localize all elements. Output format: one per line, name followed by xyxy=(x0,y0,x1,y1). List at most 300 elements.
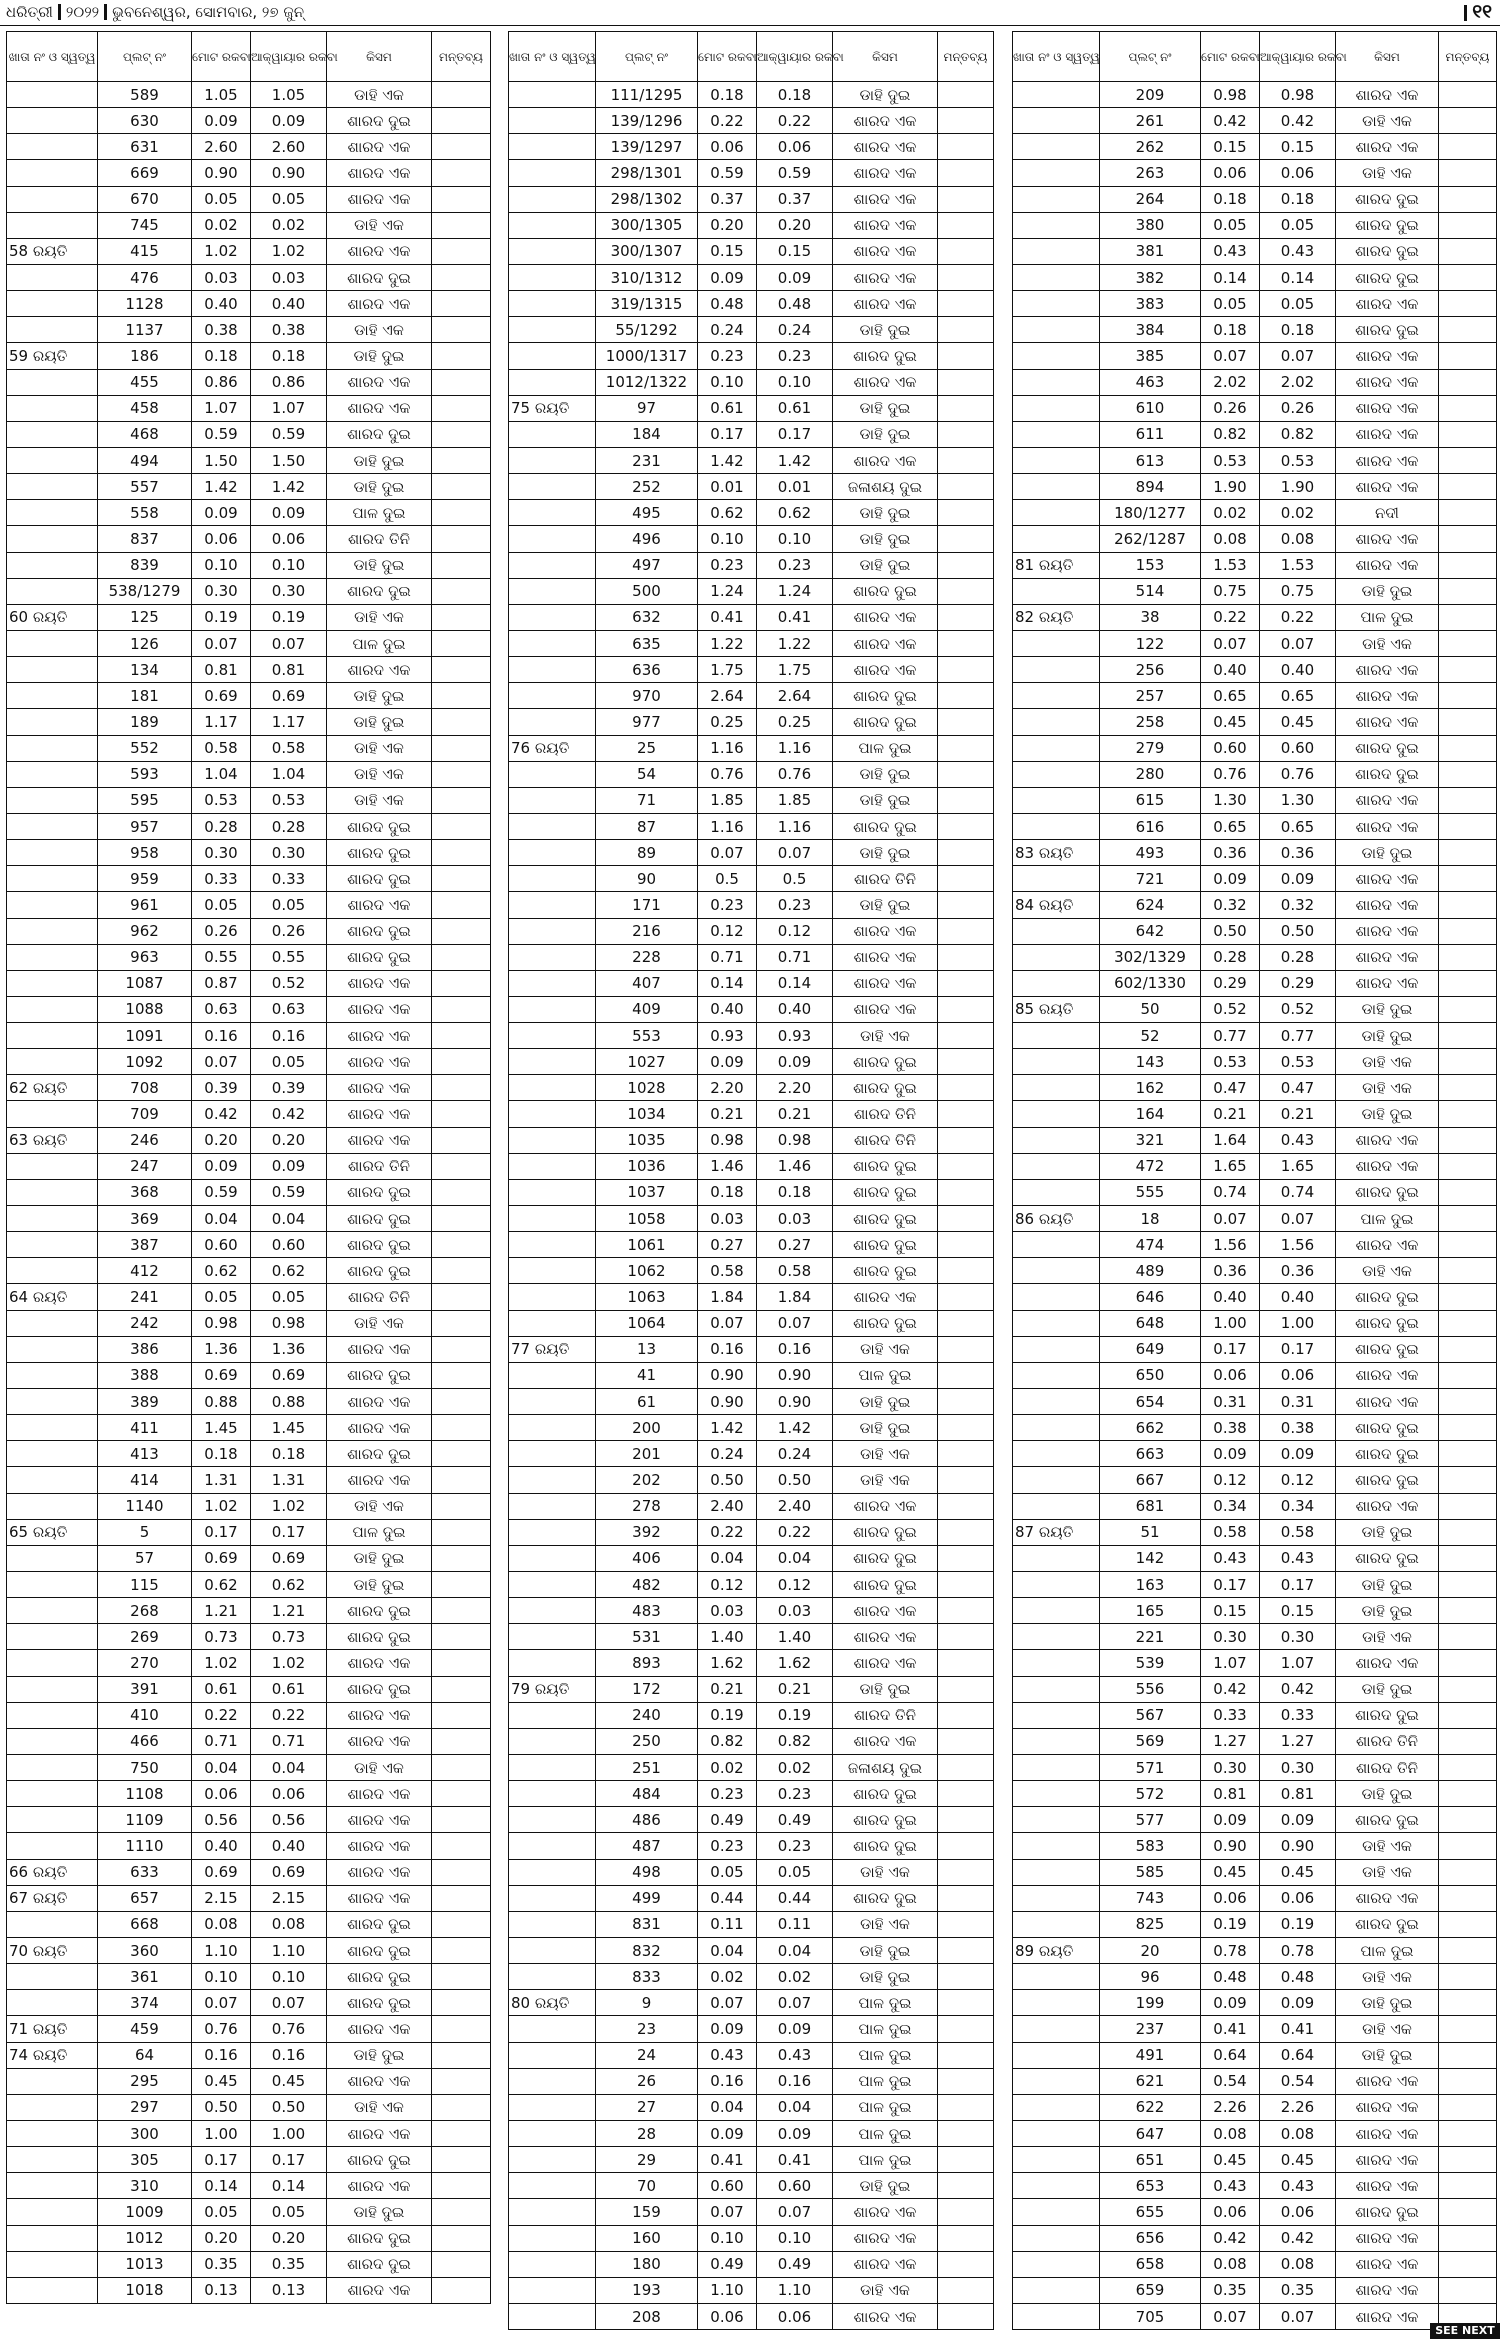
plot-cell: 115 xyxy=(98,1572,192,1598)
plot-cell: 558 xyxy=(98,500,192,526)
acquired-area-cell: 0.10 xyxy=(757,369,833,395)
total-area-cell: 2.26 xyxy=(1201,2094,1260,2120)
table-row xyxy=(509,160,994,186)
acquired-area-cell: 0.59 xyxy=(251,1179,327,1205)
total-area-cell: 0.42 xyxy=(1201,2225,1260,2251)
khata-cell xyxy=(509,1755,596,1781)
table-row xyxy=(509,1179,994,1205)
acquired-area-cell: 0.04 xyxy=(757,2094,833,2120)
acquired-area-cell: 0.22 xyxy=(757,108,833,134)
plot-cell: 963 xyxy=(98,944,192,970)
acquired-area-cell: 0.73 xyxy=(251,1624,327,1650)
total-area-cell: 0.05 xyxy=(1201,212,1260,238)
total-area-cell: 0.23 xyxy=(698,1781,757,1807)
table-row xyxy=(7,761,491,787)
acquired-area-cell: 0.17 xyxy=(251,2147,327,2173)
plot-cell: 458 xyxy=(98,395,192,421)
table-row xyxy=(1013,630,1497,656)
acquired-area-cell: 2.15 xyxy=(251,1885,327,1911)
table-row xyxy=(1013,761,1497,787)
table-row xyxy=(509,1728,994,1754)
kisam-cell: ଶାରଦ ଦୁଇ xyxy=(833,1885,938,1911)
total-area-cell: 1.62 xyxy=(698,1650,757,1676)
khata-cell xyxy=(7,1362,98,1388)
kisam-cell: ଶାରଦ ଦୁଇ xyxy=(327,264,432,290)
khata-cell: 89 ରୟତି xyxy=(1013,1937,1100,1963)
remarks-cell xyxy=(432,2277,491,2303)
kisam-cell: ଡାହି ଦୁଇ xyxy=(1336,1598,1439,1624)
remarks-cell xyxy=(1439,291,1497,317)
total-area-cell: 0.07 xyxy=(1201,630,1260,656)
khata-cell xyxy=(7,2225,98,2251)
total-area-cell: 0.78 xyxy=(1201,1937,1260,1963)
kisam-cell: ଶାରଦ ଏକ xyxy=(327,1728,432,1754)
remarks-cell xyxy=(1439,2225,1497,2251)
kisam-cell: ଶାରଦ ଏକ xyxy=(1336,447,1439,473)
plot-cell: 455 xyxy=(98,369,192,395)
plot-cell: 369 xyxy=(98,1206,192,1232)
kisam-cell: ଶାରଦ ଦୁଇ xyxy=(327,421,432,447)
plot-cell: 1027 xyxy=(596,1049,698,1075)
kisam-cell: ଡାହି ଏକ xyxy=(1336,1624,1439,1650)
total-area-cell: 0.22 xyxy=(698,1519,757,1545)
total-area-cell: 1.64 xyxy=(1201,1127,1260,1153)
total-area-cell: 0.18 xyxy=(192,1441,251,1467)
acquired-area-cell: 0.61 xyxy=(757,395,833,421)
khata-cell xyxy=(509,1545,596,1571)
header-kisam: କିସମ xyxy=(1336,32,1439,82)
table-row xyxy=(509,892,994,918)
kisam-cell: ଶାରଦ ଦୁଇ xyxy=(327,1911,432,1937)
total-area-cell: 0.06 xyxy=(698,2303,757,2329)
khata-cell xyxy=(1013,1781,1100,1807)
plot-cell: 159 xyxy=(596,2199,698,2225)
khata-cell xyxy=(509,1598,596,1624)
kisam-cell: ଶାରଦ ଏକ xyxy=(1336,657,1439,683)
table-row xyxy=(1013,212,1497,238)
kisam-cell: ଶାରଦ ତିନି xyxy=(1336,1755,1439,1781)
kisam-cell: ଡାହି ଦୁଇ xyxy=(327,1545,432,1571)
plot-cell: 406 xyxy=(596,1545,698,1571)
table-row xyxy=(7,1101,491,1127)
remarks-cell xyxy=(432,2251,491,2277)
total-area-cell: 0.61 xyxy=(698,395,757,421)
plot-cell: 977 xyxy=(596,709,698,735)
plot-cell: 1062 xyxy=(596,1258,698,1284)
acquired-area-cell: 0.10 xyxy=(757,2225,833,2251)
plot-cell: 569 xyxy=(1100,1728,1201,1754)
total-area-cell: 0.43 xyxy=(1201,2173,1260,2199)
total-area-cell: 0.23 xyxy=(698,1833,757,1859)
khata-cell xyxy=(509,264,596,290)
plot-cell: 681 xyxy=(1100,1493,1201,1519)
remarks-cell xyxy=(938,369,994,395)
total-area-cell: 0.09 xyxy=(192,500,251,526)
khata-cell xyxy=(1013,421,1100,447)
table-row xyxy=(7,1885,491,1911)
acquired-area-cell: 0.40 xyxy=(1260,1284,1336,1310)
table-row xyxy=(509,1990,994,2016)
table-row xyxy=(1013,2199,1497,2225)
remarks-cell xyxy=(1439,1127,1497,1153)
remarks-cell xyxy=(1439,1284,1497,1310)
acquired-area-cell: 1.10 xyxy=(757,2277,833,2303)
acquired-area-cell: 1.16 xyxy=(757,813,833,839)
total-area-cell: 1.16 xyxy=(698,735,757,761)
acquired-area-cell: 0.18 xyxy=(757,82,833,108)
remarks-cell xyxy=(938,474,994,500)
plot-cell: 514 xyxy=(1100,578,1201,604)
table-row xyxy=(1013,1389,1497,1415)
khata-cell xyxy=(509,500,596,526)
table-row xyxy=(509,1049,994,1075)
remarks-cell xyxy=(1439,996,1497,1022)
khata-cell xyxy=(7,1833,98,1859)
acquired-area-cell: 0.41 xyxy=(757,2147,833,2173)
acquired-area-cell: 0.26 xyxy=(1260,395,1336,421)
table-row xyxy=(1013,1702,1497,1728)
khata-cell xyxy=(7,1441,98,1467)
plot-cell: 257 xyxy=(1100,683,1201,709)
plot-cell: 300 xyxy=(98,2120,192,2146)
table-row xyxy=(7,1467,491,1493)
total-area-cell: 0.03 xyxy=(698,1598,757,1624)
acquired-area-cell: 1.90 xyxy=(1260,474,1336,500)
khata-cell: 74 ରୟତି xyxy=(7,2042,98,2068)
table-row xyxy=(7,291,491,317)
plot-cell: 553 xyxy=(596,1023,698,1049)
plot-cell: 1058 xyxy=(596,1206,698,1232)
acquired-area-cell: 0.06 xyxy=(1260,160,1336,186)
total-area-cell: 1.07 xyxy=(1201,1650,1260,1676)
acquired-area-cell: 0.09 xyxy=(1260,1441,1336,1467)
remarks-cell xyxy=(1439,604,1497,630)
total-area-cell: 0.10 xyxy=(192,1964,251,1990)
remarks-cell xyxy=(938,1362,994,1388)
acquired-area-cell: 1.00 xyxy=(251,2120,327,2146)
plot-cell: 165 xyxy=(1100,1598,1201,1624)
table-row xyxy=(7,996,491,1022)
total-area-cell: 0.17 xyxy=(698,421,757,447)
table-row xyxy=(509,578,994,604)
khata-cell xyxy=(1013,1075,1100,1101)
khata-cell xyxy=(509,186,596,212)
table-row xyxy=(509,1807,994,1833)
total-area-cell: 1.21 xyxy=(192,1598,251,1624)
plot-cell: 650 xyxy=(1100,1362,1201,1388)
remarks-cell xyxy=(1439,2016,1497,2042)
plot-cell: 153 xyxy=(1100,552,1201,578)
plot-cell: 705 xyxy=(1100,2303,1201,2329)
acquired-area-cell: 0.08 xyxy=(1260,2120,1336,2146)
acquired-area-cell: 0.08 xyxy=(1260,2251,1336,2277)
remarks-cell xyxy=(938,683,994,709)
table-row xyxy=(509,2199,994,2225)
kisam-cell: ଶାରଦ ଏକ xyxy=(833,1284,938,1310)
kisam-cell: ଶାରଦ ଦୁଇ xyxy=(833,1258,938,1284)
acquired-area-cell: 0.17 xyxy=(251,1519,327,1545)
table-row xyxy=(7,160,491,186)
total-area-cell: 0.59 xyxy=(192,421,251,447)
remarks-cell xyxy=(938,944,994,970)
plot-cell: 300/1305 xyxy=(596,212,698,238)
plot-cell: 572 xyxy=(1100,1781,1201,1807)
table-row xyxy=(7,2277,491,2303)
kisam-cell: ଡାହି ଏକ xyxy=(1336,160,1439,186)
table-row xyxy=(7,2042,491,2068)
plot-cell: 180 xyxy=(596,2251,698,2277)
table-row xyxy=(1013,709,1497,735)
plot-cell: 383 xyxy=(1100,291,1201,317)
total-area-cell: 0.07 xyxy=(698,840,757,866)
plot-cell: 20 xyxy=(1100,1937,1201,1963)
remarks-cell xyxy=(938,1545,994,1571)
table-row xyxy=(1013,787,1497,813)
total-area-cell: 0.15 xyxy=(698,238,757,264)
table-row xyxy=(509,395,994,421)
table-row xyxy=(1013,2120,1497,2146)
kisam-cell: ଶାରଦ ତିନି xyxy=(327,1153,432,1179)
total-area-cell: 0.14 xyxy=(1201,264,1260,290)
plot-cell: 164 xyxy=(1100,1101,1201,1127)
acquired-area-cell: 1.85 xyxy=(757,787,833,813)
plot-cell: 613 xyxy=(1100,447,1201,473)
kisam-cell: ଶାରଦ ଏକ xyxy=(1336,2120,1439,2146)
table-row xyxy=(7,787,491,813)
kisam-cell: ଡାହି ଏକ xyxy=(327,1310,432,1336)
khata-cell xyxy=(509,1885,596,1911)
kisam-cell: ଶାରଦ ଦୁଇ xyxy=(1336,1441,1439,1467)
remarks-cell xyxy=(432,1310,491,1336)
table-row xyxy=(1013,343,1497,369)
table-row xyxy=(1013,1650,1497,1676)
acquired-area-cell: 2.60 xyxy=(251,134,327,160)
kisam-cell: ଶାରଦ ଏକ xyxy=(1336,866,1439,892)
kisam-cell: ଡାହି ଦୁଇ xyxy=(327,474,432,500)
total-area-cell: 0.38 xyxy=(1201,1415,1260,1441)
kisam-cell: ଶାରଦ ଏକ xyxy=(327,1650,432,1676)
plot-cell: 9 xyxy=(596,1990,698,2016)
khata-cell xyxy=(7,1650,98,1676)
table-row xyxy=(1013,1964,1497,1990)
acquired-area-cell: 0.22 xyxy=(757,1519,833,1545)
plot-cell: 28 xyxy=(596,2120,698,2146)
khata-cell xyxy=(509,1624,596,1650)
khata-cell xyxy=(1013,1676,1100,1702)
acquired-area-cell: 0.18 xyxy=(251,1441,327,1467)
plot-cell: 653 xyxy=(1100,2173,1201,2199)
plot-cell: 1088 xyxy=(98,996,192,1022)
kisam-cell: ଶାରଦ ଏକ xyxy=(327,892,432,918)
acquired-area-cell: 0.39 xyxy=(251,1075,327,1101)
kisam-cell: ଡାହି ଏକ xyxy=(833,1911,938,1937)
remarks-cell xyxy=(1439,787,1497,813)
acquired-area-cell: 0.78 xyxy=(1260,1937,1336,1963)
khata-cell xyxy=(1013,317,1100,343)
kisam-cell: ଡାହି ଦୁଇ xyxy=(1336,2042,1439,2068)
remarks-cell xyxy=(938,2173,994,2199)
table-row xyxy=(509,2016,994,2042)
total-area-cell: 1.22 xyxy=(698,630,757,656)
khata-cell xyxy=(1013,1415,1100,1441)
remarks-cell xyxy=(432,317,491,343)
plot-cell: 51 xyxy=(1100,1519,1201,1545)
header-date: ଭୁବନେଶ୍ୱର, ସୋମବାର, ୨୭ ଜୁନ୍ xyxy=(112,3,305,21)
khata-cell xyxy=(509,1153,596,1179)
remarks-cell xyxy=(938,1807,994,1833)
plot-cell: 472 xyxy=(1100,1153,1201,1179)
table-row xyxy=(1013,1755,1497,1781)
remarks-cell xyxy=(938,761,994,787)
khata-cell xyxy=(509,1389,596,1415)
total-area-cell: 1.65 xyxy=(1201,1153,1260,1179)
kisam-cell: ଡାହି ଏକ xyxy=(833,1467,938,1493)
kisam-cell: ଶାରଦ ଏକ xyxy=(833,944,938,970)
total-area-cell: 0.63 xyxy=(192,996,251,1022)
remarks-cell xyxy=(432,1284,491,1310)
remarks-cell xyxy=(432,578,491,604)
remarks-cell xyxy=(1439,395,1497,421)
kisam-cell: ଡାହି ଏକ xyxy=(833,1859,938,1885)
total-area-cell: 0.09 xyxy=(1201,1807,1260,1833)
acquired-area-cell: 0.60 xyxy=(251,1232,327,1258)
plot-cell: 139/1297 xyxy=(596,134,698,160)
total-area-cell: 0.69 xyxy=(192,1362,251,1388)
khata-cell xyxy=(1013,1232,1100,1258)
remarks-cell xyxy=(938,2251,994,2277)
acquired-area-cell: 0.23 xyxy=(757,1781,833,1807)
plot-cell: 489 xyxy=(1100,1258,1201,1284)
acquired-area-cell: 0.45 xyxy=(251,2068,327,2094)
plot-cell: 310 xyxy=(98,2173,192,2199)
table-row xyxy=(509,1859,994,1885)
plot-cell: 459 xyxy=(98,2016,192,2042)
table-row xyxy=(7,395,491,421)
plot-cell: 61 xyxy=(596,1389,698,1415)
khata-cell xyxy=(509,944,596,970)
table-row xyxy=(1013,1415,1497,1441)
khata-cell xyxy=(7,630,98,656)
total-area-cell: 0.60 xyxy=(1201,735,1260,761)
total-area-cell: 0.45 xyxy=(192,2068,251,2094)
acquired-area-cell: 0.82 xyxy=(757,1728,833,1754)
acquired-area-cell: 0.71 xyxy=(251,1728,327,1754)
total-area-cell: 0.22 xyxy=(698,108,757,134)
remarks-cell xyxy=(1439,866,1497,892)
remarks-cell xyxy=(938,657,994,683)
table-row xyxy=(1013,1258,1497,1284)
table-row xyxy=(509,238,994,264)
khata-cell xyxy=(509,317,596,343)
plot-cell: 209 xyxy=(1100,82,1201,108)
kisam-cell: ଶାରଦ ଏକ xyxy=(327,2173,432,2199)
remarks-cell xyxy=(432,1441,491,1467)
remarks-cell xyxy=(1439,474,1497,500)
kisam-cell: ଶାରଦ ତିନି xyxy=(833,1127,938,1153)
remarks-cell xyxy=(938,1467,994,1493)
total-area-cell: 0.69 xyxy=(192,683,251,709)
acquired-area-cell: 0.03 xyxy=(757,1598,833,1624)
acquired-area-cell: 0.20 xyxy=(251,2225,327,2251)
remarks-cell xyxy=(432,2173,491,2199)
kisam-cell: ଡାହି ଦୁଇ xyxy=(833,421,938,447)
table-row xyxy=(509,1101,994,1127)
acquired-area-cell: 1.40 xyxy=(757,1624,833,1650)
acquired-area-cell: 0.44 xyxy=(757,1885,833,1911)
remarks-cell xyxy=(1439,1336,1497,1362)
table-row xyxy=(509,918,994,944)
acquired-area-cell: 0.15 xyxy=(757,238,833,264)
acquired-area-cell: 0.62 xyxy=(757,500,833,526)
table-row xyxy=(7,552,491,578)
acquired-area-cell: 1.04 xyxy=(251,761,327,787)
acquired-area-cell: 0.05 xyxy=(251,2199,327,2225)
kisam-cell: ଶାରଦ ଏକ xyxy=(833,1728,938,1754)
khata-cell xyxy=(1013,578,1100,604)
khata-cell xyxy=(7,1545,98,1571)
table-row xyxy=(509,1833,994,1859)
acquired-area-cell: 0.24 xyxy=(757,317,833,343)
khata-cell xyxy=(509,1310,596,1336)
total-area-cell: 1.10 xyxy=(192,1937,251,1963)
table-row xyxy=(7,1284,491,1310)
plot-cell: 374 xyxy=(98,1990,192,2016)
remarks-cell xyxy=(1439,892,1497,918)
khata-cell: 60 ରୟତି xyxy=(7,604,98,630)
kisam-cell: ଶାରଦ ଦୁଇ xyxy=(1336,1467,1439,1493)
acquired-area-cell: 0.45 xyxy=(1260,709,1336,735)
plot-cell: 483 xyxy=(596,1598,698,1624)
remarks-cell xyxy=(1439,1755,1497,1781)
plot-cell: 415 xyxy=(98,238,192,264)
remarks-cell xyxy=(432,735,491,761)
plot-cell: 655 xyxy=(1100,2199,1201,2225)
plot-cell: 743 xyxy=(1100,1885,1201,1911)
total-area-cell: 0.02 xyxy=(698,1755,757,1781)
remarks-cell xyxy=(432,1493,491,1519)
plot-cell: 262 xyxy=(1100,134,1201,160)
acquired-area-cell: 0.61 xyxy=(251,1676,327,1702)
kisam-cell: ଡାହି ଦୁଇ xyxy=(1336,1990,1439,2016)
kisam-cell: ଡାହି ଦୁଇ xyxy=(1336,840,1439,866)
total-area-cell: 0.62 xyxy=(192,1258,251,1284)
plot-cell: 202 xyxy=(596,1467,698,1493)
kisam-cell: ଡାହି ଦୁଇ xyxy=(327,343,432,369)
remarks-cell xyxy=(938,447,994,473)
kisam-cell: ଶାରଦ ଏକ xyxy=(1336,134,1439,160)
plot-cell: 18 xyxy=(1100,1206,1201,1232)
remarks-cell xyxy=(1439,1676,1497,1702)
remarks-cell xyxy=(938,578,994,604)
table-row xyxy=(509,604,994,630)
plot-cell: 750 xyxy=(98,1755,192,1781)
kisam-cell: ଶାରଦ ତିନି xyxy=(1336,1728,1439,1754)
plot-cell: 38 xyxy=(1100,604,1201,630)
khata-cell xyxy=(7,1389,98,1415)
remarks-cell xyxy=(432,604,491,630)
khata-cell xyxy=(509,474,596,500)
table-header-row xyxy=(7,32,491,82)
table-row xyxy=(509,2147,994,2173)
khata-cell xyxy=(509,578,596,604)
kisam-cell: ଶାରଦ ଦୁଇ xyxy=(327,2225,432,2251)
kisam-cell: ଶାରଦ ଦୁଇ xyxy=(1336,1284,1439,1310)
total-area-cell: 0.60 xyxy=(698,2173,757,2199)
acquired-area-cell: 0.28 xyxy=(1260,944,1336,970)
acquired-area-cell: 0.06 xyxy=(251,1781,327,1807)
acquired-area-cell: 0.09 xyxy=(757,264,833,290)
plot-cell: 654 xyxy=(1100,1389,1201,1415)
